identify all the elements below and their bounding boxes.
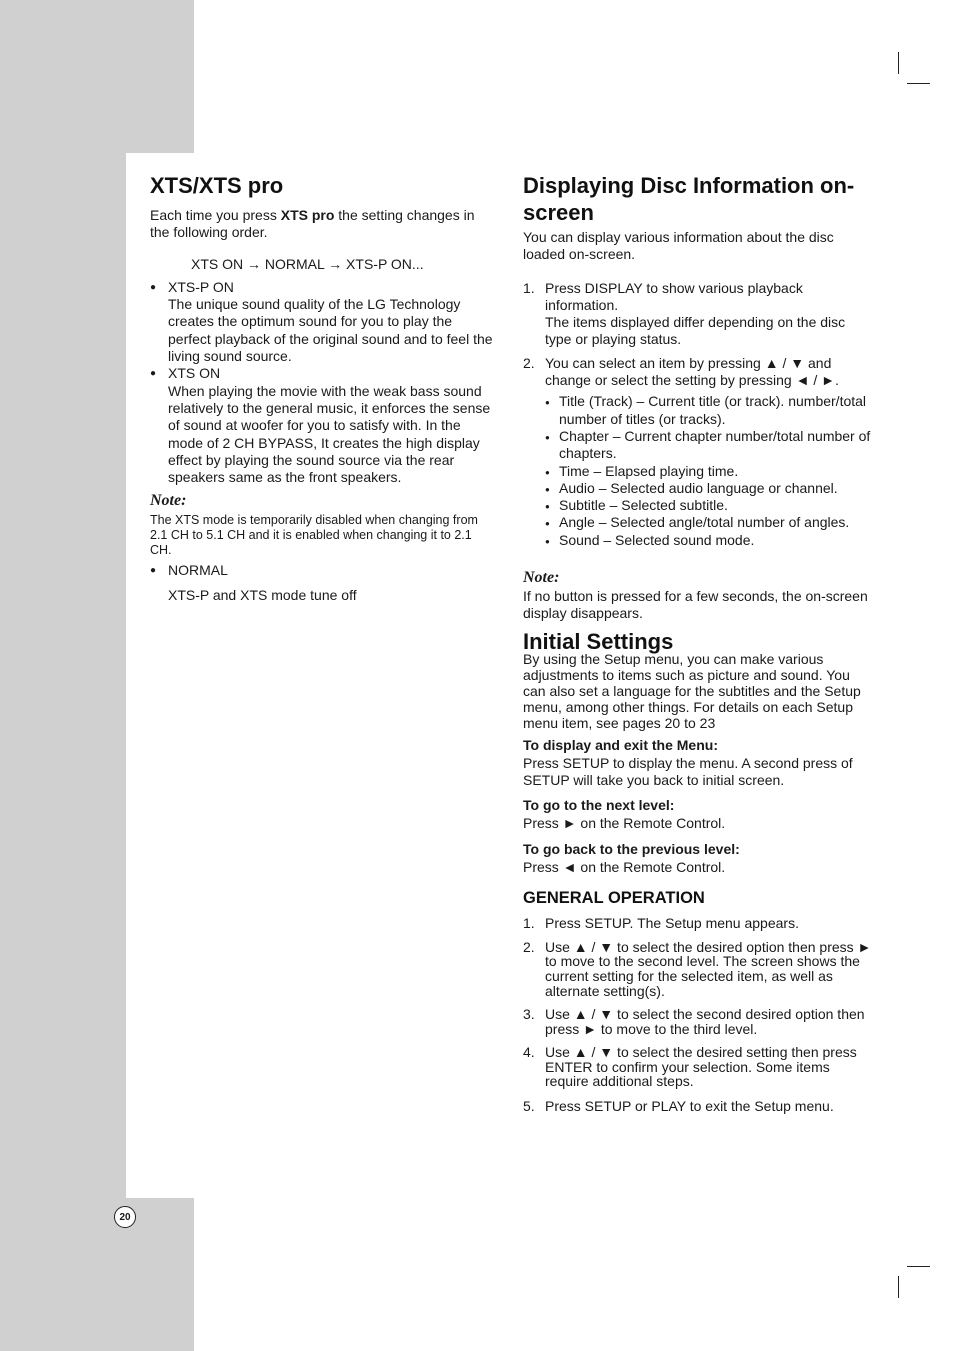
- disc-info-title: Displaying Disc Information on-screen: [523, 173, 855, 225]
- step-number: 1.: [523, 914, 535, 931]
- xts-mode-list: [150, 279, 496, 487]
- initial-settings-intro: By using the Setup menu, you can make various adjustments to items such as picture and sound. You can also set a language for the subtitles and the Setup menu, among other things. For details on each Setup menu item, see pages 20 to 23: [523, 650, 861, 731]
- list-item: [523, 355, 875, 390]
- margin-band-bottom: [0, 1198, 194, 1351]
- next-level-text: Press ► on the Remote Control.: [523, 814, 726, 831]
- mode-desc: XTS-P and XTS mode tune off: [168, 586, 357, 603]
- step-text: Press DISPLAY to show various playback information.: [545, 279, 803, 313]
- crop-mark: [907, 83, 930, 84]
- note-text: If no button is pressed for a few seconds, the on-screen display disappears.: [523, 588, 868, 622]
- step-number: 2.: [523, 938, 535, 955]
- intro-bold: XTS pro: [280, 207, 335, 223]
- general-steps: [523, 916, 875, 1114]
- step-text: You can select an item by pressing ▲ / ▼ and change or select the setting by pressing ◄ / ►.: [545, 354, 839, 389]
- list-item: [523, 1007, 875, 1036]
- note-text: The XTS mode is temporarily disabled when changing from 2.1 CH to 5.1 CH and it is enabled when changing it to 2.1 CH.: [150, 513, 478, 558]
- list-item: [150, 562, 496, 604]
- crop-mark: [898, 52, 899, 74]
- list-item: [523, 280, 875, 349]
- list-item: ● Angle – Selected angle/total number of angles.: [545, 514, 875, 531]
- step-text: Use ▲ / ▼ to select the desired option then press ► to move to the second level. The screen shows the current setting for the selected item, as well as alternate setting(s).: [545, 938, 872, 999]
- list-item: [523, 940, 875, 998]
- mode-label: ● XTS ON: [168, 365, 221, 382]
- step-text: Use ▲ / ▼ to select the desired setting then press ENTER to confirm your selection. Some items require additional steps.: [545, 1044, 857, 1090]
- step-number: 5.: [523, 1098, 535, 1115]
- disc-info-intro: You can display various information about the disc loaded on-screen.: [523, 229, 834, 263]
- display-menu-text: Press SETUP to display the menu. A second press of SETUP will take you back to initial screen.: [523, 754, 853, 789]
- note-heading: Note:: [150, 492, 187, 510]
- list-item: ● Sound – Selected sound mode.: [545, 532, 875, 549]
- disc-info-items: [545, 393, 875, 549]
- list-item: [150, 365, 496, 486]
- xts-sequence: XTS ON → NORMAL → XTS-P ON...: [191, 255, 424, 272]
- list-item: ● Subtitle – Selected subtitle.: [545, 497, 875, 514]
- step-text: The items displayed differ depending on the disc type or playing status.: [545, 314, 846, 348]
- list-item: [150, 279, 496, 365]
- list-item: [523, 1045, 875, 1089]
- display-menu-heading: To display and exit the Menu:: [523, 736, 718, 753]
- list-item: ● Chapter – Current chapter number/total number of chapters.: [545, 428, 875, 463]
- margin-band-left: [0, 153, 126, 1198]
- mode-label: ● NORMAL: [168, 562, 228, 579]
- list-item: ● Time – Elapsed playing time.: [545, 463, 875, 480]
- xts-intro: [150, 207, 496, 242]
- crop-mark: [907, 1266, 930, 1267]
- crop-mark: [898, 1276, 899, 1298]
- step-number: 1.: [523, 279, 535, 296]
- normal-list: [150, 562, 496, 604]
- list-item: [523, 916, 875, 931]
- step-text: Press SETUP or PLAY to exit the Setup menu.: [545, 1098, 834, 1115]
- next-level-heading: To go to the next level:: [523, 796, 675, 813]
- list-item: [523, 1099, 875, 1114]
- note-heading: Note:: [523, 569, 560, 587]
- mode-desc: When playing the movie with the weak bass sound relatively to the general music, it enforces the sense of sound at woofer for you to satisfy with. In the mode of 2 CH BYPASS, It creates the high display effect by playing the sound source via the rear speakers same as the front speakers.: [168, 382, 491, 486]
- intro-text-end: the setting changes in the following order.: [150, 207, 475, 241]
- list-item: ● Audio – Selected audio language or channel.: [545, 480, 875, 497]
- step-text: Use ▲ / ▼ to select the second desired option then press ► to move to the third level.: [545, 1006, 865, 1037]
- previous-level-text: Press ◄ on the Remote Control.: [523, 859, 726, 876]
- list-item: ● Title (Track) – Current title (or track). number/total number of titles (or tracks).: [545, 393, 875, 428]
- step-number: 4.: [523, 1044, 535, 1061]
- previous-level-heading: To go back to the previous level:: [523, 841, 740, 858]
- page-number: 20: [114, 1206, 136, 1228]
- mode-label: ● XTS-P ON: [168, 278, 234, 295]
- left-column: [150, 170, 496, 604]
- step-number: 3.: [523, 1006, 535, 1023]
- general-operation-title: GENERAL OPERATION: [523, 888, 705, 907]
- mode-desc: The unique sound quality of the LG Technology creates the optimum sound for you to play the perfect playback of the original sound and to feel the living sound source.: [168, 296, 493, 365]
- initial-settings-title: Initial Settings: [523, 628, 674, 654]
- step-text: Press SETUP. The Setup menu appears.: [545, 914, 799, 931]
- right-column: [523, 170, 875, 1114]
- intro-text: Each time you press: [150, 207, 281, 223]
- step-number: 2.: [523, 354, 535, 371]
- margin-band-top: [0, 0, 194, 153]
- disc-steps: [523, 280, 875, 390]
- xts-title: XTS/XTS pro: [150, 173, 284, 198]
